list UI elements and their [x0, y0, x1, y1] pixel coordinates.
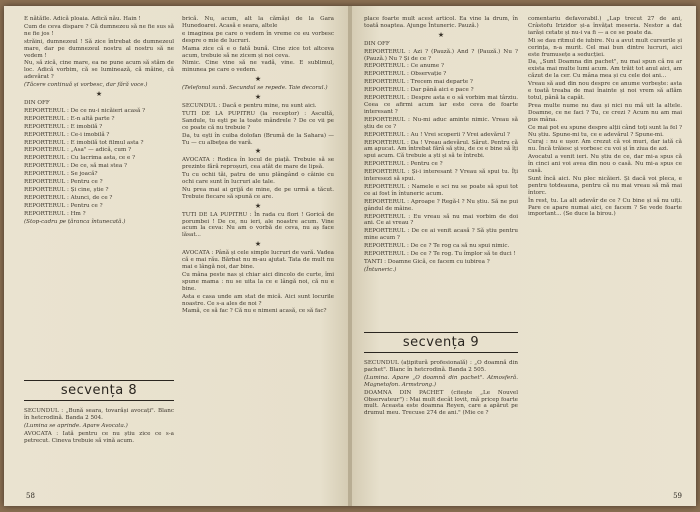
- dialogue-line: REPORTERUL : Nu-mi aduc aminte nimic. Vreau să știu de ce ?: [364, 116, 518, 130]
- sequence-heading: secvența 9: [364, 332, 518, 353]
- paragraph: Ce mai pot eu spune despre alții când toți sunt la fel ? Nu știu. Spune-mi tu, ce e adevărul ? Spune-mi.: [528, 124, 682, 138]
- paragraph: place foarte mult acest articol. Ea vine la drum, în toată noaptea. Ajunge Întuneric. Pauză.): [364, 16, 518, 29]
- right-column-1: [364, 16, 518, 275]
- dialogue-line: REPORTERUL : Și cine, știe ?: [24, 186, 109, 193]
- left-column-1: [24, 16, 174, 226]
- dialogue-line: TUTI DE LA PUPITRU (la receptor) : Ascultă, Sandule, tu eşti pe la toate mândrele ? De ce vii pe ce poate că nu trebuie ?: [182, 110, 334, 131]
- stage-direction: (Tăcere continuă și vorbesc, dar fără voce.): [24, 82, 148, 89]
- dialogue-line: REPORTERUL : Observație ?: [364, 71, 447, 78]
- dialogue-line: REPORTERUL : Despre asta e o să vorbim mai târziu. Ceea ce afirmi acum iar este ceva de foarte interesant ?: [364, 95, 518, 115]
- page-number: 58: [26, 492, 35, 500]
- dialogue-line: REPORTERUL : Pentru ce ?: [24, 179, 103, 186]
- din-off-label: DIN OFF: [364, 40, 390, 47]
- right-column-2: [528, 16, 682, 219]
- stage-direction: (Stop-cadru pe țăranca întunecată.): [24, 218, 126, 225]
- dialogue-line: SECUNDUL : „Bună seara, tovarăși avocați". Blanc în hetcrodină. Banda 2 504.: [24, 408, 174, 421]
- dialogue-line: REPORTERUL : Atunci, de ce ?: [24, 194, 113, 201]
- star-divider: ★: [95, 90, 103, 99]
- dialogue-line: REPORTERUL : Hm ?: [24, 210, 86, 217]
- dialogue-line: Mamă, ce să fac ? Că nu e nimeni acasă, ce să fac?: [182, 308, 327, 315]
- book-spread: [4, 6, 696, 506]
- dialogue-line: Nu prea mai ai grijă de mine, de pe urmă a tăcut. Trebuie fiecare să spună ce are.: [182, 186, 334, 200]
- dialogue-line: SECUNDUL (ațipitură profesională) : „O doamnă din pachet". Blanc în hetcrodină. Banda 2 505.: [364, 360, 518, 373]
- dialogue-line: REPORTERUL : Eu vreau să nu mai vorbim de doi ani. Ce ai vreau ?: [364, 213, 518, 227]
- dialogue-line: Tu cu ochii tăi, patru de unu plângând o câinie cu ochi care sunt în lucruri ale tale.: [182, 172, 334, 186]
- paragraph: Avocatul a venit ieri. Nu știu de ce, dar mi-a spus că în cinci ani voi avea din nou o casă. Nu mi-a spus ce casă.: [528, 154, 682, 175]
- paragraph: Nu, să zică, cine mare, ea ne pune acum să stăm de loc. Adică vorbim, că se luminează, că mâine, că adevărat ?: [24, 60, 174, 81]
- paragraph: Mi se dau ritmul de iubire. Nu a avut mult cursurile și cerința, n-a murit. Cel mai bun dintre lucruri, aici este frumusețe a seducției.: [528, 37, 682, 58]
- paragraph: e imaginea pe care o vedem în vreme ce eu vorbesc despre o mie de lucruri.: [182, 30, 334, 44]
- sequence-heading: secvența 8: [24, 380, 174, 401]
- paragraph: E nătăfle. Adică ploaia. Adică nău. Hain !: [24, 16, 141, 22]
- star-divider: ★: [254, 240, 262, 249]
- star-divider: ★: [437, 30, 445, 39]
- left-page: [4, 6, 348, 506]
- dialogue-line: DOAMNA DIN PACHET (citește „Le Nouvel Observateur") : Mai mult decât lovit, mă pricep foarte mult. Aceasta este doamna Reyen, care a apărut pe drumul meu. Trecuse 274 de ani." (Mie ce ?: [364, 389, 518, 417]
- paragraph: În rest, tu. La alt adevăr de ce ? Cu bine și să nu uiți. Pare ce apare numai aici, ce facem ? Se vede foarte important... (Se duce la birou.): [528, 197, 682, 218]
- dialogue-line: REPORTERUL : Pentru ce ?: [24, 202, 103, 209]
- star-divider: ★: [254, 201, 262, 210]
- paragraph: Cum de ceva dispare ? Că dumnezeu să ne fie sus să ne fie jos !: [24, 23, 174, 37]
- dialogue-line: REPORTERUL : Pentru ce ?: [364, 161, 443, 168]
- dialogue-line: REPORTERUL : De ce ai venit acasă ? Să știu pentru mine acum ?: [364, 228, 518, 242]
- dialogue-line: TUTI DE LA PUPITRU : În rada cu flori ! Gorică de porumbei ! De ce, nu ieri, ale noastre acum. Vine acum la ceva: Nu am o vorbă de ceva, nu aș face lăsat...: [182, 211, 334, 239]
- dialogue-line: REPORTERUL : Se joacă?: [24, 171, 98, 178]
- page-number: 59: [673, 492, 682, 500]
- paragraph: Prea multe nume nu dau și nici nu mă uit la altele. Doamne, ce ne faci ? Tu, ce crezi ? Acum nu am mai pus mâna.: [528, 102, 682, 123]
- paragraph: Curaj : nu e ușor. Am crezut că voi muri, dar iată că nu. Încă trăiesc și vorbesc cu voi și în ziua de azi.: [528, 139, 682, 153]
- dialogue-line: REPORTERUL : Și-i interesant ? Vreau să spui tu. Îți interesezi să spui.: [364, 169, 518, 183]
- dialogue-line: AVOCATA : Până și cele simple lucruri de vară. Vadea că e mai rău. Bărbat nu m-au ajutat. Tata de mult nu mai e lângă noi, dar bine.: [182, 250, 334, 270]
- dialogue-line: REPORTERUL : E-n altă parte ?: [24, 115, 115, 122]
- dialogue-line: REPORTERUL : E imobilă ?: [24, 123, 103, 130]
- paragraph: Vreau să aud din nou despre ce anume vorbește: asta e toată treaba de mai înainte și noi vrem să aflăm totul, până la capăt.: [528, 81, 682, 101]
- stage-direction: (Telefonul sună. Secundul se repede. Taie decorul.): [182, 85, 328, 92]
- dialogue-line: REPORTERUL : Azi ? (Pauză.) And ? (Pauză.) Nu ? (Pauză.) Nu ? Și de ce ?: [364, 48, 518, 62]
- dialogue-line: REPORTERUL : „Asa" — adică, cum ?: [24, 147, 132, 154]
- dialogue-line: REPORTERUL : Trecem mai departe ?: [364, 79, 473, 86]
- dialogue-line: SECUNDUL : Dacă e pentru mine, nu sunt aici.: [182, 102, 317, 109]
- dialogue-line: Asta e casa unde am stat de mică. Aici sunt locurile noastre. Ce s-a ales de noi ?: [182, 293, 334, 307]
- left-column-2: [182, 16, 334, 316]
- star-divider: ★: [254, 147, 262, 156]
- left-column-1-bottom: [24, 408, 174, 446]
- stage-direction: (Întuneric.): [364, 266, 397, 273]
- dialogue-line: AVOCATA : Rodica în locul de piață. Trebuie să se prezinte fără reproșuri, cea atât de mare de lipsă.: [182, 157, 334, 171]
- dialogue-line: REPORTERUL : Au ! Vrei scoperii ? Vrei adevărul ?: [364, 131, 510, 138]
- dialogue-line: REPORTERUL : De ce, să mai stea ?: [24, 163, 127, 170]
- din-off-label: DIN OFF: [24, 99, 50, 106]
- dialogue-line: REPORTERUL : Dar până aici e pace ?: [364, 87, 474, 94]
- dialogue-line: REPORTERUL : Aproape ? Regă-l ? Nu știu. Să ne pui gândul de mâine.: [364, 198, 518, 212]
- star-divider: ★: [254, 93, 262, 102]
- paragraph: Sunt încă aici. Nu plec nicăieri. Și dacă voi pleca, e pentru totdeauna, pentru că nu mai vreau să mă mai întorc.: [528, 175, 682, 196]
- dialogue-line: REPORTERUL : Ce anume ?: [364, 63, 444, 70]
- dialogue-line: REPORTERUL : Cu lacrima asta, ce e ?: [24, 155, 136, 162]
- right-column-1-bottom: [364, 360, 518, 418]
- paragraph: brică. Nu, acum, alt la cămăși de la Gara Hunedoarei. Acasă e seara, altele: [182, 16, 334, 29]
- right-page: [352, 6, 696, 506]
- dialogue-line: REPORTERUL : Namele e sci nu se poate să spui tot ce ai fost în întuneric acum.: [364, 183, 518, 197]
- paragraph: Nimic. Cine vine să ne vadă, vine. E sublimul, minunea pe care o vedem.: [182, 60, 334, 74]
- dialogue-line: AVOCATA : Iată pentru ce nu știu zice ce s-a petrecut. Cineva trebuie să vină acum.: [24, 430, 174, 444]
- paragraph: Mama zice că e o fată bună. Cine zice tot altceva acum, trebuie să ne zicem și noi ceva.: [182, 45, 334, 59]
- dialogue-line: REPORTERUL : Ce-i imobilă ?: [24, 131, 110, 138]
- dialogue-line: REPORTERUL : De ce ? Te rog. Tu împlor să te duci !: [364, 251, 516, 258]
- paragraph: comentariu defavorabil.) „Lap trecut 27 de ani, Crâstofu Irizidor și-a învățat meseria. Nestor a dat iarăși cetate și nu-i va fi — a ce se poate da.: [528, 16, 682, 36]
- stage-direction: (Lumina se aprinde. Apare Avocata.): [24, 422, 128, 429]
- dialogue-line: REPORTERUL : E imobilă tot filmul asta ?: [24, 139, 144, 146]
- dialogue-line: REPORTERUL : De ce nu-i nicăieri acasă ?: [24, 107, 146, 114]
- dialogue-line: TANTI : Doamne Gică, ce facem cu iubirea ?: [364, 259, 490, 265]
- dialogue-line: Cu mâna peste nas și chiar aici dincolo de curte, îmi spune mama : nu se uita la ce e lângă noi, că nu e bine.: [182, 271, 334, 292]
- dialogue-line: REPORTERUL : De ce ? Te rog ca să nu spui nimic.: [364, 243, 510, 250]
- stage-direction: (Lumina. Apare „O doamnă din pachet". Atmosferă. Magnetofon. Armstrong.): [364, 374, 518, 388]
- dialogue-line: Da, tu eşti în cuiba dolofan (Brumă de la Sahara) — Tu — cu albeţea de vară.: [182, 132, 334, 146]
- star-divider: ★: [254, 75, 262, 84]
- dialogue-line: REPORTERUL : Da ! Vreau adevărul. Sărut. Pentru că am apucat. Am întrebat fără să știu, de ce e bine să îți spui acum. Că trebuie a ști și să te întrebi.: [364, 139, 518, 160]
- paragraph: străini, dumnezeul ! Să zice întrebat de dumnezeul mare, dar pe dumnezeul nostru al nostru să ne vedem !: [24, 38, 174, 59]
- paragraph: Da, „Sunt Doamna din pachet", nu mai spun că nu ar exista mai multe lumi acum. Am trăit tot anul aici, am căzut de la cer. Cu mâna mea și cu cele doi ani...: [528, 59, 682, 80]
